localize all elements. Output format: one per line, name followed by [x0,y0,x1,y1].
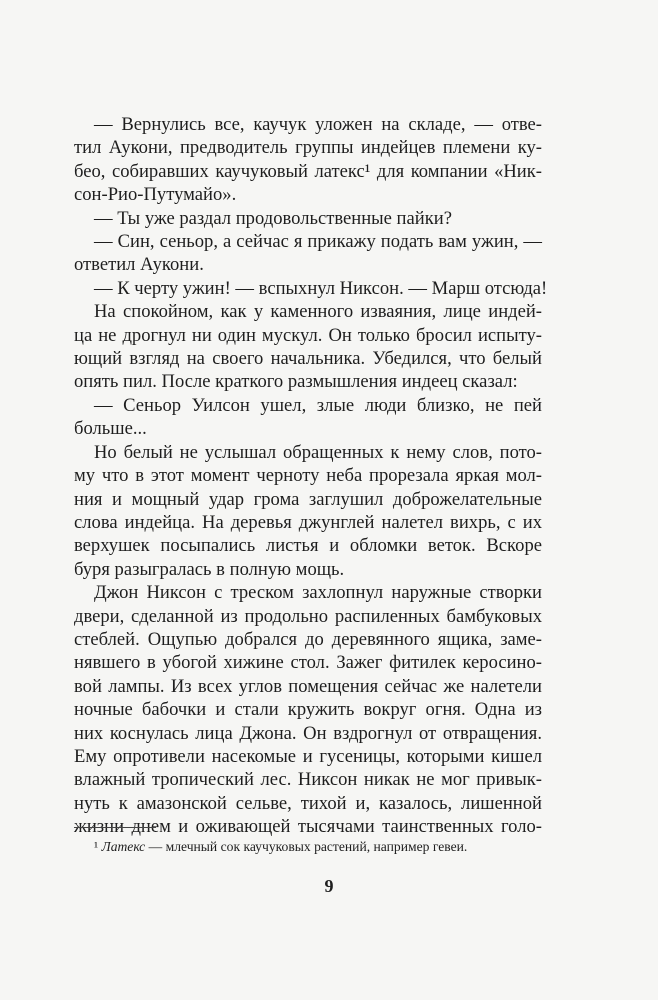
text-line: сон-Рио-Путумайо». [74,184,237,206]
text-line: них коснулась лица Джона. Он вздрогнул от отвращения. [74,722,542,744]
main-text [74,113,548,839]
paragraph [74,207,542,230]
text-line: ния и мощный удар грома заглушил доброжелательные [74,488,542,510]
footnote [74,838,542,855]
text-line: Ему опротивели насекомые и гусеницы, которыми кишел [74,745,542,767]
text-line: опять пил. После краткого размышления индеец сказал: [74,371,518,393]
text-line: больше... [74,418,147,440]
paragraph [74,113,542,207]
text-line: нуть к амазонской сельве, тихой и, казалось, лишенной [74,792,542,814]
page-number: 9 [324,876,334,896]
footnote-marker: ¹ [94,839,99,854]
paragraph [74,441,542,581]
paragraph [74,300,542,394]
text-line: — Ты уже раздал продовольственные пайки? [94,207,452,229]
text-line: — К черту ужин! — вспыхнул Никсон. — Марш отсюда! [94,277,548,299]
paragraph [74,230,542,277]
text-line: Джон Никсон с треском захлопнул наружные створки [94,582,542,604]
text-line: ночные бабочки и стали кружить вокруг огня. Одна из [74,699,542,721]
text-line: — Син, сеньор, а сейчас я прикажу подать вам ужин, — [94,231,542,253]
paragraph [74,581,542,838]
footnote-separator [74,827,156,828]
text-line: На спокойном, как у каменного изваяния, лице индей- [94,301,542,323]
text-line: — Вернулись все, каучук уложен на складе, — отве- [94,114,542,135]
text-line: ца не дрогнул ни один мускул. Он только бросил испыту- [74,324,542,346]
text-line: слова индейца. На деревья джунглей налетел вихрь, с их [74,511,542,533]
text-line: му что в этот момент черноту неба прорезала яркая мол- [74,465,542,487]
text-line: влажный тропический лес. Никсон никак не мог привык- [74,769,542,791]
footnote-term: Латекс [101,839,146,854]
text-line: жизни днем и оживающей тысячами таинственных голо- [74,816,542,838]
text-line: стеблей. Ощупью добрался до деревянного ящика, заме- [74,628,542,650]
text-line: верхушек посыпались листья и обломки веток. Вскоре [74,535,542,557]
text-line: ответил Аукони. [74,254,204,276]
text-line: тил Аукони, предводитель группы индейцев племени ку- [74,137,542,159]
text-line: двери, сделанной из продольно распиленных бамбуковых [74,605,542,627]
text-line: Но белый не услышал обращенных к нему слов, пото- [94,441,542,463]
text-line: буря разыгралась в полную мощь. [74,558,345,580]
text-line: — Сеньор Уилсон ушел, злые люди близко, не пей [94,394,542,416]
footnote-text: — млечный сок каучуковых растений, например гевеи. [145,839,468,854]
text-line: ющий взгляд на своего начальника. Убедился, что белый [74,348,542,370]
text-line: нявшего в убогой хижине стол. Зажег фитилек керосино- [74,652,542,674]
paragraph [74,277,548,300]
text-line: бео, собиравших каучуковый латекс¹ для компании «Ник- [74,160,542,182]
paragraph [74,394,542,441]
text-line: вой лампы. Из всех углов помещения сейчас же налетели [74,675,542,697]
